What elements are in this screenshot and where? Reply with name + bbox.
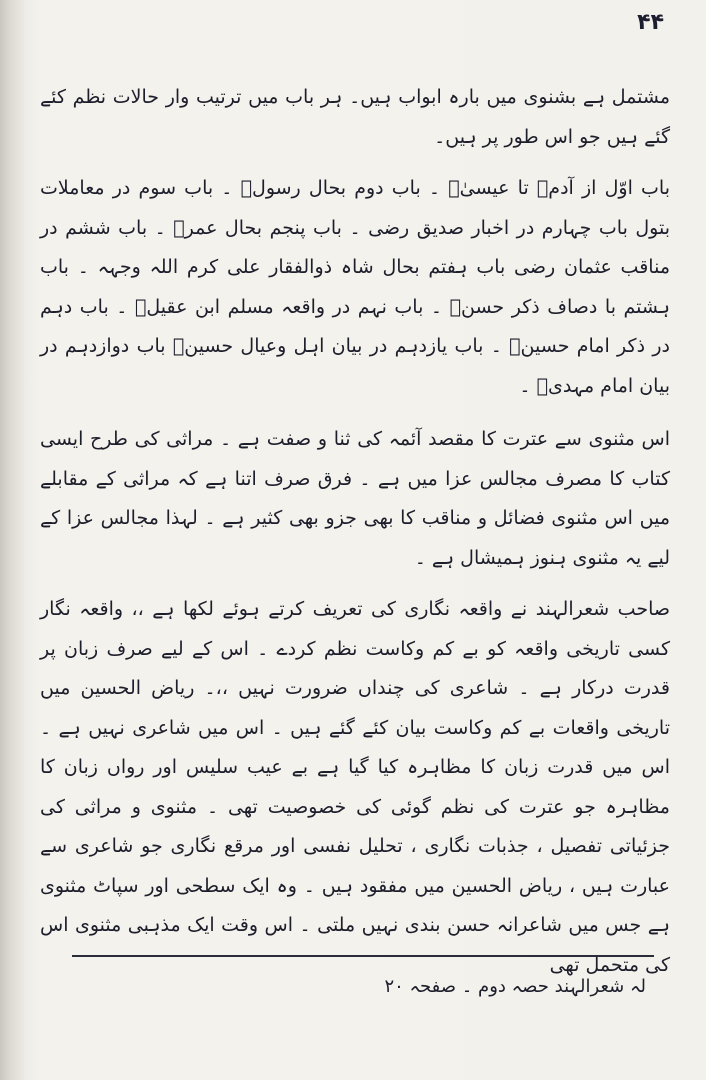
paragraph-intro: مشتمل ہے بشنوی میں بارہ ابواب ہیں۔ ہر باب میں ترتیب وار حالات نظم کئے گئے ہیں جو اس طور پر ہیں۔ [40, 86, 670, 148]
page-number: ۴۴ [637, 10, 664, 35]
footnote: لہ شعرالہند حصہ دوم ۔ صفحہ ۲۰ [384, 976, 646, 997]
footnote-divider [72, 955, 654, 957]
paragraph-purpose: اس مثنوی سے عترت کا مقصد آئمہ کی ثنا و صفت ہے ۔ مراثی کی طرح ایسی کتاب کا مصرف مجالس عزا میں ہے ۔ فرق صرف اتنا ہے کہ مراثی کے مقابلے میں اس مثنوی فضائل و مناقب کا بھی جزو بھی کثیر ہے ۔ لہذا مجالس عزا کے لیے یہ مثنوی ہنوز ہمیشال ہے ۔ [40, 428, 670, 569]
body-text [40, 78, 670, 985]
paragraph-chapter-list: باب اوّل از آدمؑ تا عیسیٰؑ ۔ باب دوم بحال رسولؐ ۔ باب سوم در معاملات بتول باب چہارم در اخبار صدیق رضی ۔ باب پنجم بحال عمرؓ ۔ باب ششم در مناقب عثمان رضی باب ہفتم بحال شاہ ذوالفقار علی کرم اللہ وجہہ ۔ باب ہشتم با دصاف ذکر حسنؓ ۔ باب نہم در واقعہ مسلم ابن عقیلؓ ۔ باب دہم در ذکر امام حسینؓ ۔ باب یازدہم در بیان اہل وعیال حسینؓ باب دوازدہم در بیان امام مہدیؑ ۔ [40, 177, 670, 397]
paragraph-critique: صاحب شعرالہند نے واقعہ نگاری کی تعریف کرتے ہوئے لکھا ہے ،، واقعہ نگار کسی تاریخی واقعہ کو بے کم وکاست نظم کردے ۔ اس کے لیے صرف زبان پر قدرت درکار ہے ۔ شاعری کی چنداں ضرورت نہیں ،،۔ ریاض الحسین میں تاریخی واقعات بے کم وکاست بیان کئے گئے ہیں ۔ اس میں شاعری نہیں ہے ۔ اس میں قدرت زبان کا مظاہرہ کیا گیا ہے بے عیب سلیس اور رواں زبان کا مظاہرہ جو عترت کی نظم گوئی کی خصوصیت تھی ۔ مثنوی و مراثی کی جزئیاتی تفصیل ، جذبات نگاری ، تحلیل نفسی اور مرقع نگاری جو شاعری سے عبارت ہیں ، ریاض الحسین میں مفقود ہیں ۔ وہ ایک سطحی اور سپاٹ مثنوی ہے جس میں شاعرانہ حسن بندی نہیں ملتی ۔ اس وقت ایک مذہبی مثنوی اس کی متحمل تھی [40, 598, 670, 976]
page-binding-shadow [0, 0, 24, 1080]
